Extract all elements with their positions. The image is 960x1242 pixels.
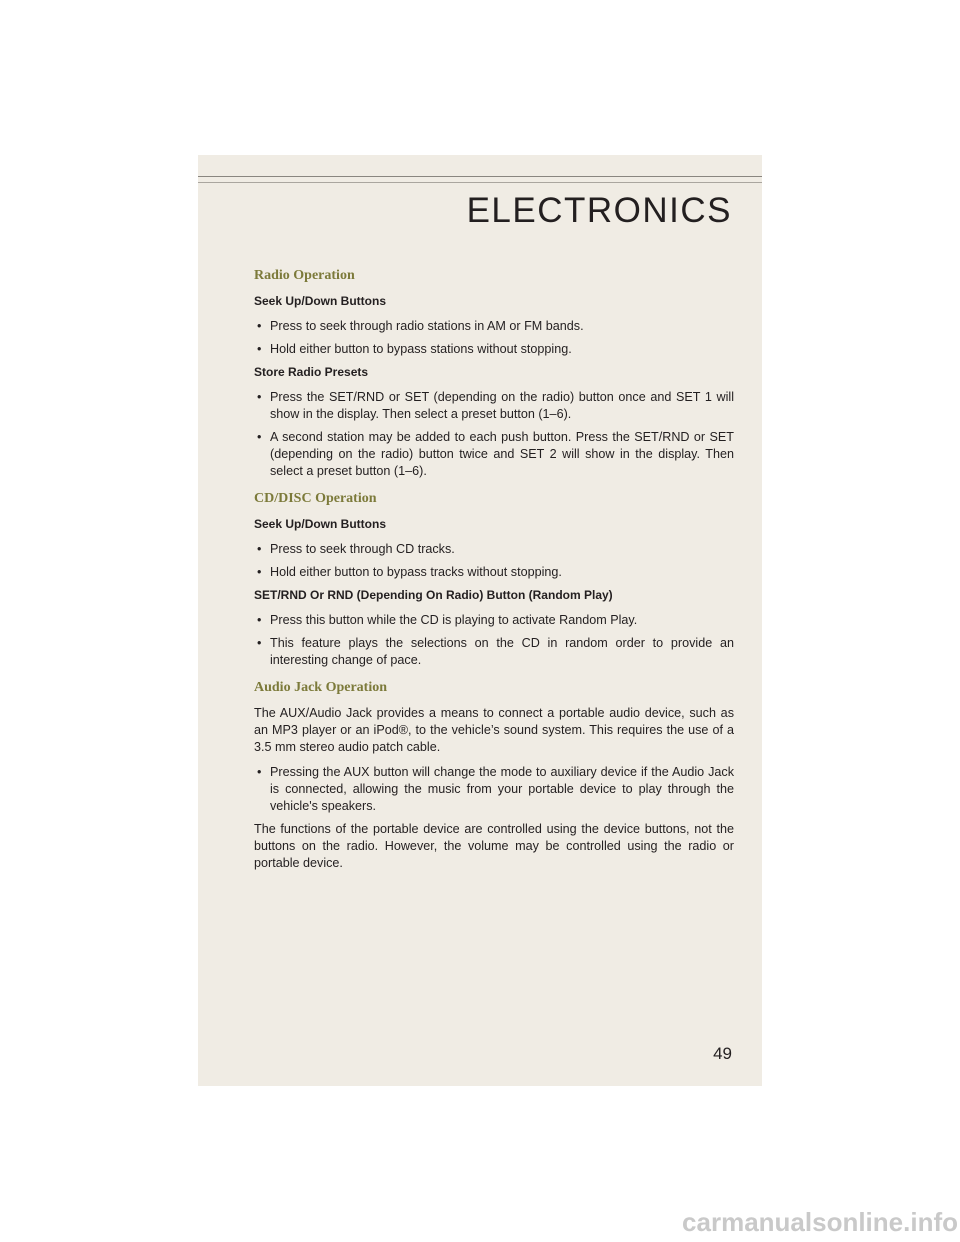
watermark: carmanualsonline.info bbox=[682, 1207, 958, 1237]
subheading-seek-buttons: Seek Up/Down Buttons bbox=[254, 517, 387, 531]
header-rule bbox=[198, 176, 762, 177]
list-item: • Hold either button to bypass tracks without stopping. bbox=[257, 565, 562, 579]
bullet-icon: • bbox=[257, 319, 262, 333]
page-content bbox=[254, 267, 734, 880]
heading-radio-operation: Radio Operation bbox=[254, 268, 355, 283]
list-item: • Press to seek through CD tracks. bbox=[257, 542, 455, 556]
heading-cd-operation: CD/DISC Operation bbox=[254, 491, 377, 506]
bullet-icon: • bbox=[257, 613, 262, 627]
bullet-list bbox=[254, 764, 734, 815]
bullet-list bbox=[254, 318, 734, 358]
list-item: • Press to seek through radio stations in AM or FM bands. bbox=[257, 319, 584, 333]
subheading-seek-buttons: Seek Up/Down Buttons bbox=[254, 294, 387, 308]
bullet-list bbox=[254, 541, 734, 581]
bullet-icon: • bbox=[257, 542, 262, 556]
list-item: • Press the SET/RND or SET (depending on the radio) button once and SET 1 will show in the display. Then select a preset button (1–6). bbox=[257, 390, 734, 421]
bullet-icon: • bbox=[257, 765, 262, 779]
bullet-icon: • bbox=[257, 390, 262, 404]
subheading-store-presets: Store Radio Presets bbox=[254, 365, 369, 379]
bullet-icon: • bbox=[257, 565, 262, 579]
list-item: • Press this button while the CD is playing to activate Random Play. bbox=[257, 613, 638, 627]
paragraph-audio-jack-intro: The AUX/Audio Jack provides a means to connect a portable audio device, such as an MP3 player or an iPod®, to the vehicle’s sound system. This requires the use of a 3.5 mm stereo audio patch cable. bbox=[254, 706, 734, 754]
list-item: • Hold either button to bypass stations without stopping. bbox=[257, 342, 572, 356]
heading-audio-jack: Audio Jack Operation bbox=[254, 680, 388, 695]
paragraph-audio-jack-outro: The functions of the portable device are controlled using the device buttons, not the buttons on the radio. However, the volume may be controlled using the radio or portable device. bbox=[254, 822, 734, 870]
page-number: 49 bbox=[713, 1044, 732, 1063]
bullet-icon: • bbox=[257, 342, 262, 356]
list-item: • A second station may be added to each push button. Press the SET/RND or SET (depending on the radio) button twice and SET 2 will show in the display. Then select a preset button (1–6). bbox=[257, 430, 734, 478]
bullet-list bbox=[254, 612, 734, 669]
section-header: ELECTRONICS bbox=[466, 191, 732, 230]
header-rule-secondary bbox=[198, 182, 762, 183]
list-item: • This feature plays the selections on the CD in random order to provide an interesting change of pace. bbox=[257, 636, 734, 667]
bullet-list bbox=[254, 389, 734, 480]
manual-page bbox=[198, 155, 762, 1086]
subheading-random-play: SET/RND Or RND (Depending On Radio) Button (Random Play) bbox=[254, 588, 613, 602]
bullet-icon: • bbox=[257, 430, 262, 444]
bullet-icon: • bbox=[257, 636, 262, 650]
list-item: • Pressing the AUX button will change the mode to auxiliary device if the Audio Jack is connected, allowing the music from your portable device to play through the vehicle's speakers. bbox=[257, 765, 734, 813]
